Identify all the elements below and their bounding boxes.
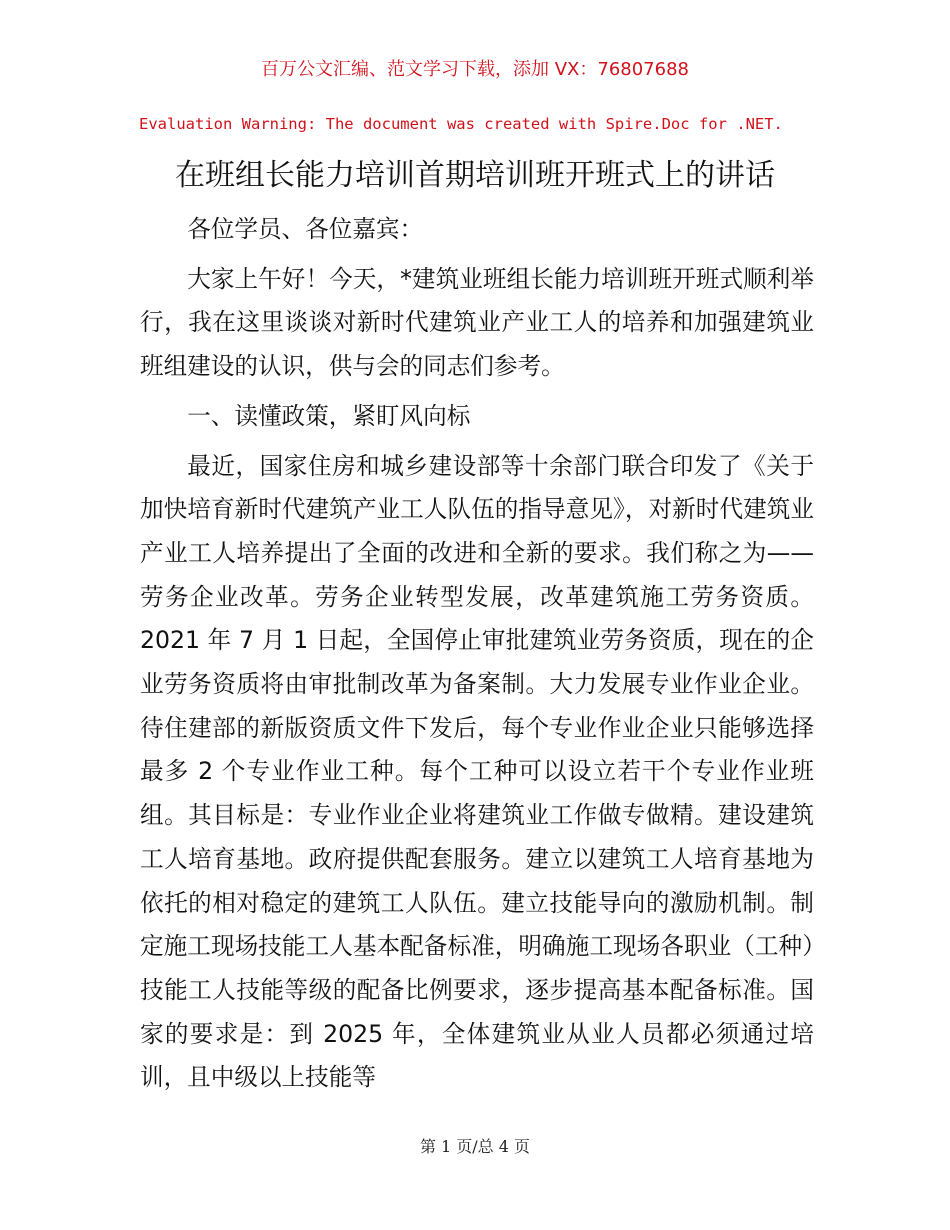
header-banner: 百万公文汇编、范文学习下载，添加 VX：76807688 bbox=[261, 59, 689, 80]
document-body bbox=[140, 208, 814, 1106]
greeting-paragraph: 大家上午好！今天，*建筑业班组长能力培训班开班式顺利举行，我在这里谈谈对新时代建筑业产业工人的培养和加强建筑业班组建设的认识，供与会的同志们参考。 bbox=[140, 264, 814, 381]
document-title: 在班组长能力培训首期培训班开班式上的讲话 bbox=[175, 158, 775, 193]
salutation-paragraph: 各位学员、各位嘉宾： bbox=[187, 215, 424, 243]
evaluation-warning: Evaluation Warning: The document was created with Spire.Doc for .NET. bbox=[139, 115, 783, 133]
body-paragraph: 最近，国家住房和城乡建设部等十余部门联合印发了《关于加快培育新时代建筑产业工人队伍的指导意见》，对新时代建筑业产业工人培养提出了全面的改进和全新的要求。我们称之为——劳务企业改革。劳务企业转型发展，改革建筑施工劳务资质。2021 年 7 月 1 日起，全国停止审批建筑业劳务资质，现在的企业劳务资质将由审批制改革为备案制。大力发展专业作业企业。待住建部的新版资质文件下发后，每个专业作业企业只能够选择最多 2 个专业作业工种。每个工种可以设立若干个专业作业班组。其目标是：专业作业企业将建筑业工作做专做精。建设建筑工人培育基地。政府提供配套服务。建立以建筑工人培育基地为依托的相对稳定的建筑工人队伍。建立技能导向的激励机制。制定施工现场技能工人基本配备标准，明确施工现场各职业（工种）技能工人技能等级的配备比例要求，逐步提高基本配备标准。国家的要求是：到 2025 年，全体建筑业从业人员都必须通过培训，且中级以上技能等 bbox=[140, 451, 814, 1092]
section-heading: 一、读懂政策，紧盯风向标 bbox=[187, 401, 471, 430]
page-number: 第 1 页/总 4 页 bbox=[419, 1137, 531, 1156]
